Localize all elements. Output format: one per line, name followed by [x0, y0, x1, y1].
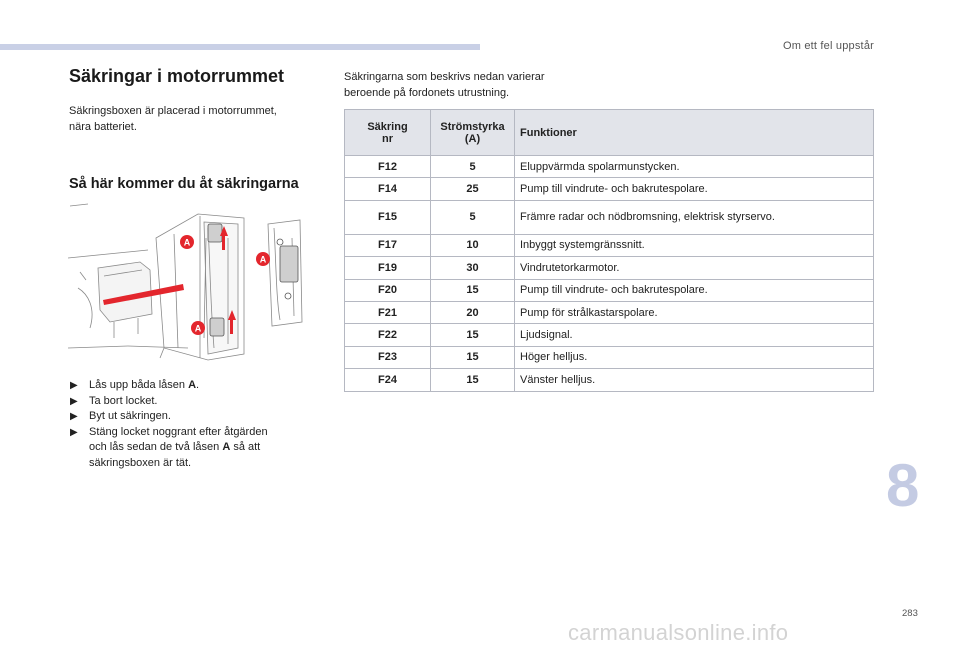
fuse-amperage: 20: [431, 301, 515, 323]
fuse-function: Pump till vindrute- och bakrutespolare.: [515, 178, 874, 200]
fuse-function: Vänster helljus.: [515, 369, 874, 391]
intro-paragraph: [69, 103, 329, 135]
fuse-box-illustration: [68, 198, 304, 362]
fuse-amperage: 15: [431, 346, 515, 368]
fuse-amperage: 10: [431, 234, 515, 256]
fuse-function: Vindrutetorkarmotor.: [515, 257, 874, 279]
table-row: [345, 178, 874, 200]
fuse-number: F23: [345, 346, 431, 368]
table-row: [345, 200, 874, 234]
chapter-color-bar: [0, 44, 480, 50]
list-item: ▶︎ Ta bort locket.: [69, 394, 309, 410]
fuse-amperage: 15: [431, 369, 515, 391]
callout-label-3: A: [194, 323, 202, 334]
fuse-number: F19: [345, 257, 431, 279]
arrow-bullet-icon: ▶︎: [70, 395, 78, 407]
table-row: [345, 369, 874, 391]
intro-line-2: nära batteriet.: [69, 121, 137, 133]
list-item: ▶︎ Lås upp båda låsen A.: [69, 378, 309, 394]
fuse-table: [344, 109, 874, 392]
watermark: carmanualsonline.info: [568, 620, 789, 645]
table-row: [345, 301, 874, 323]
table-row: [345, 257, 874, 279]
callout-label-2: A: [259, 254, 267, 265]
header-amperage: Strömstyrka (A): [431, 110, 515, 156]
arrow-bullet-icon: ▶︎: [70, 411, 78, 422]
fuse-number: F14: [345, 178, 431, 200]
fuse-function: Eluppvärmda spolarmunstycken.: [515, 156, 874, 178]
table-row: [345, 279, 874, 301]
table-row: [345, 324, 874, 346]
note-line-1: Säkringarna som beskrivs nedan varierar: [344, 71, 545, 83]
table-row: [345, 156, 874, 178]
callout-marker: [180, 235, 194, 249]
intro-line-1: Säkringsboxen är placerad i motorrummet,: [69, 105, 277, 117]
list-item: ▶︎ Byt ut säkringen.: [69, 409, 309, 425]
fuse-function: Inbyggt systemgränssnitt.: [515, 234, 874, 256]
arrow-bullet-icon: ▶︎: [70, 380, 78, 391]
fuse-function: Främre radar och nödbromsning, elektrisk styrservo.: [515, 200, 874, 234]
fuse-number: F21: [345, 301, 431, 323]
section-subtitle: Så här kommer du åt säkringarna: [69, 176, 299, 192]
fuse-number: F15: [345, 200, 431, 234]
table-row: [345, 346, 874, 368]
fuse-function: Pump för strålkastarspolare.: [515, 301, 874, 323]
instruction-list: [69, 378, 309, 471]
callout-label-1: A: [183, 237, 191, 248]
fuse-number: F24: [345, 369, 431, 391]
fuse-function: Ljudsignal.: [515, 324, 874, 346]
variation-note: [344, 70, 594, 101]
table-row: [345, 234, 874, 256]
header-fuse-number: Säkring nr: [345, 110, 431, 156]
fuse-function: Pump till vindrute- och bakrutespolare.: [515, 279, 874, 301]
arrow-bullet-icon: ▶︎: [70, 426, 78, 438]
table-header-row: [345, 110, 874, 156]
fuse-amperage: 30: [431, 257, 515, 279]
chapter-title: Om ett fel uppstår: [782, 40, 874, 52]
chapter-number: 8: [886, 452, 920, 519]
list-item: ▶︎ Stäng locket noggrant efter åtgärden och lås sedan de två låsen A så att säkringsboxen är tät.: [70, 425, 268, 469]
fuse-number: F20: [345, 279, 431, 301]
fuse-function: Höger helljus.: [515, 346, 874, 368]
header-functions: Funktioner: [515, 110, 874, 156]
fuse-amperage: 15: [431, 324, 515, 346]
fuse-amperage: 15: [431, 279, 515, 301]
fuse-amperage: 25: [431, 178, 515, 200]
callout-marker: [256, 252, 270, 266]
fuse-number: F12: [345, 156, 431, 178]
page-number: 283: [902, 608, 918, 619]
page-title: Säkringar i motorrummet: [69, 66, 285, 86]
fuse-number: F22: [345, 324, 431, 346]
note-line-2: beroende på fordonets utrustning.: [344, 86, 510, 99]
fuse-number: F17: [345, 234, 431, 256]
callout-marker: [191, 321, 205, 335]
fuse-amperage: 5: [431, 156, 515, 178]
fuse-amperage: 5: [431, 200, 515, 234]
